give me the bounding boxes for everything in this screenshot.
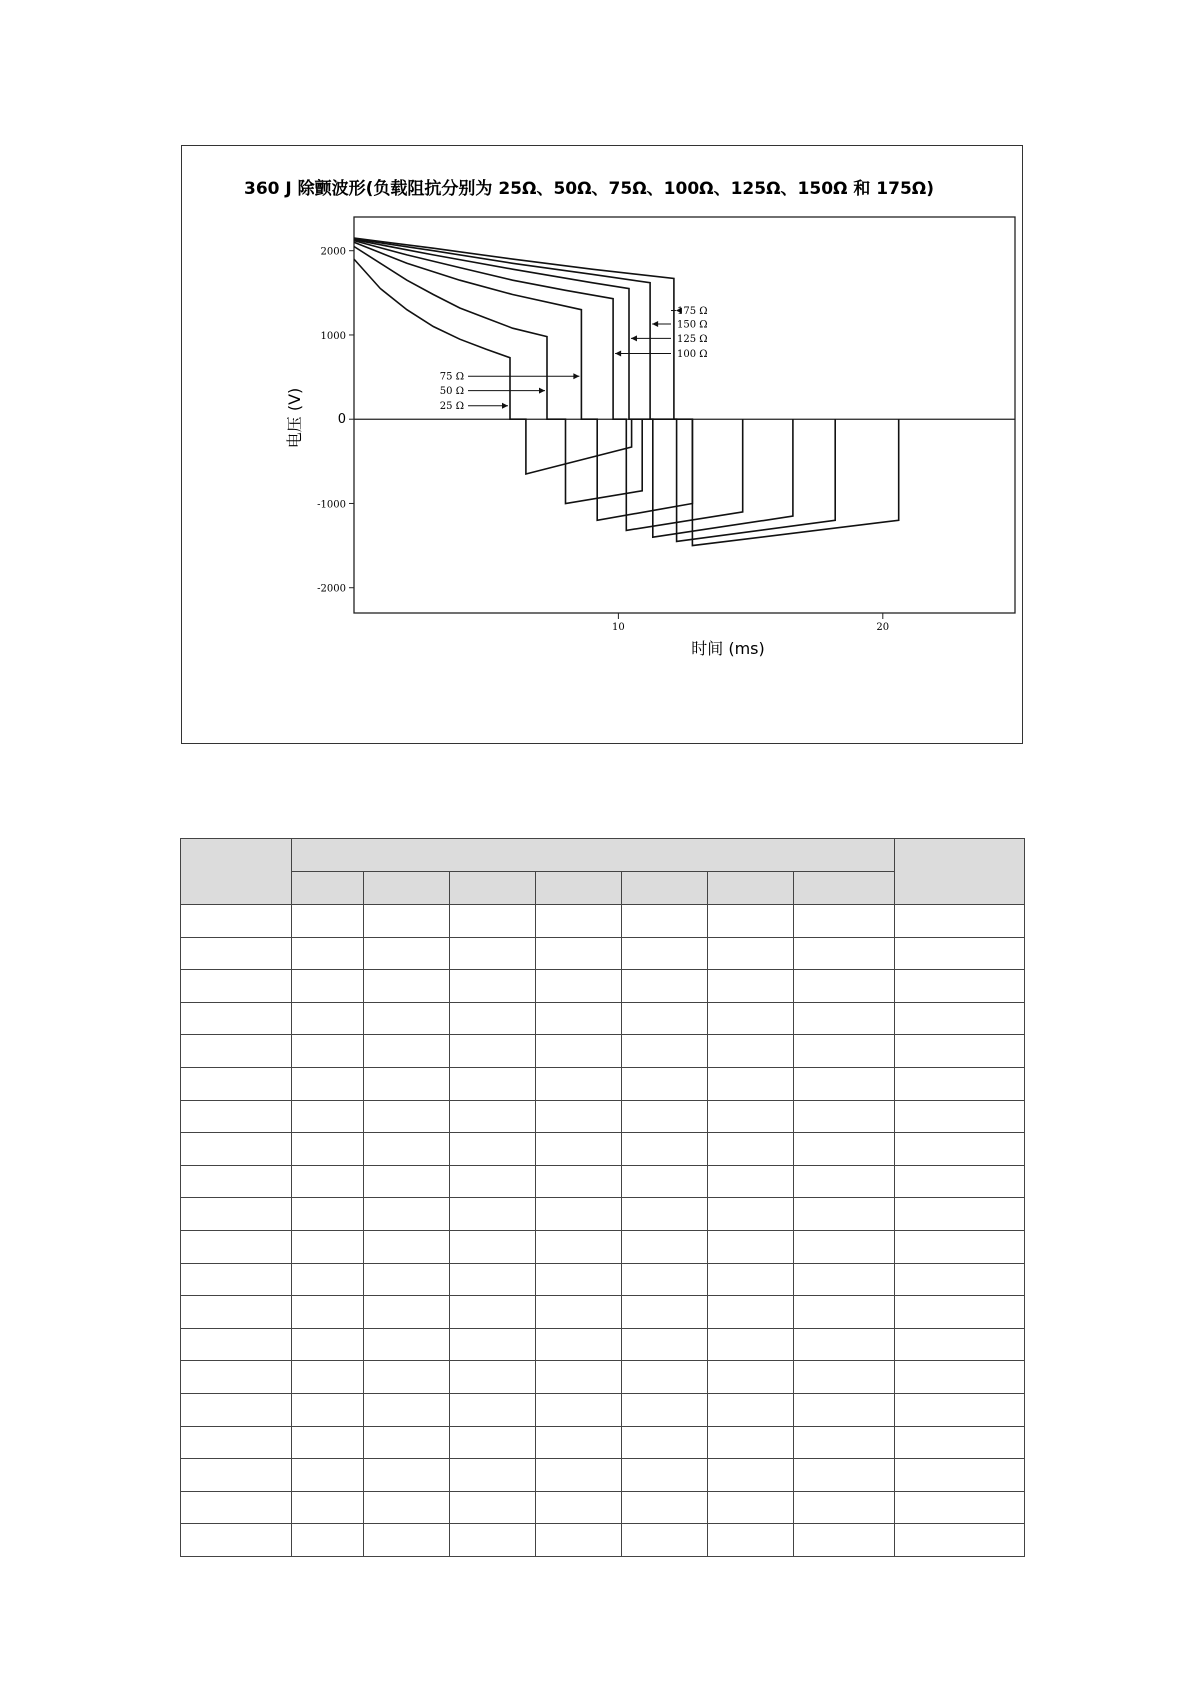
table-cell	[794, 1100, 895, 1133]
table-cell	[292, 937, 364, 970]
table-cell	[895, 1002, 1025, 1035]
table-cell	[622, 1426, 708, 1459]
table-cell	[622, 1296, 708, 1329]
table-cell	[364, 1100, 450, 1133]
table-row	[181, 1198, 1025, 1231]
table-cell	[895, 970, 1025, 1003]
table-cell	[181, 1393, 292, 1426]
table-cell	[794, 1067, 895, 1100]
table-cell	[450, 1393, 536, 1426]
table-row	[181, 905, 1025, 938]
series-line-125-ohm	[354, 240, 793, 538]
series-line-150-ohm	[354, 239, 835, 542]
table-cell	[794, 937, 895, 970]
table-cell	[622, 1133, 708, 1166]
table-cell	[536, 1524, 622, 1557]
table-cell	[536, 937, 622, 970]
table-cell	[895, 1035, 1025, 1068]
table-cell	[622, 937, 708, 970]
table-row	[181, 1296, 1025, 1329]
table-cell	[181, 1263, 292, 1296]
table-row	[181, 970, 1025, 1003]
table-cell	[450, 1491, 536, 1524]
table-cell	[895, 1067, 1025, 1100]
table-cell	[622, 1100, 708, 1133]
header-subcell	[794, 872, 895, 905]
table-cell	[450, 905, 536, 938]
table-cell	[895, 1296, 1025, 1329]
table-cell	[181, 1491, 292, 1524]
header-cell-group	[292, 839, 895, 872]
table-cell	[450, 1328, 536, 1361]
table-cell	[450, 1002, 536, 1035]
table-cell	[181, 1002, 292, 1035]
table-cell	[181, 970, 292, 1003]
annotation-label: 100 Ω	[677, 348, 708, 360]
table-cell	[622, 1165, 708, 1198]
table-cell	[622, 1230, 708, 1263]
series-line-25-ohm	[354, 259, 632, 474]
table-row	[181, 1361, 1025, 1394]
table-row	[181, 1426, 1025, 1459]
table-cell	[794, 905, 895, 938]
table-row	[181, 1035, 1025, 1068]
y-tick-label: -1000	[317, 499, 346, 511]
table-row	[181, 1100, 1025, 1133]
table-cell	[450, 1165, 536, 1198]
table-cell	[895, 1165, 1025, 1198]
table-row	[181, 1165, 1025, 1198]
table-cell	[292, 1296, 364, 1329]
table-cell	[364, 1459, 450, 1492]
table-cell	[181, 1361, 292, 1394]
table-cell	[708, 905, 794, 938]
table-cell	[895, 1263, 1025, 1296]
x-tick-label: 20	[876, 622, 890, 633]
table-cell	[708, 1263, 794, 1296]
y-axis-label: 电压 (V)	[285, 387, 304, 449]
table-cell	[536, 1296, 622, 1329]
table-cell	[895, 1133, 1025, 1166]
table-cell	[794, 1426, 895, 1459]
table-cell	[364, 1067, 450, 1100]
table-cell	[181, 1133, 292, 1166]
table-cell	[292, 1165, 364, 1198]
table-cell	[292, 1035, 364, 1068]
table-cell	[364, 1491, 450, 1524]
table-cell	[794, 1361, 895, 1394]
series-line-100-ohm	[354, 241, 743, 531]
table-cell	[895, 1459, 1025, 1492]
header-subcell	[292, 872, 364, 905]
table-cell	[895, 1426, 1025, 1459]
table-row	[181, 937, 1025, 970]
table-cell	[708, 1133, 794, 1166]
table-cell	[536, 905, 622, 938]
y-tick-label: 2000	[320, 246, 346, 258]
table-cell	[895, 1393, 1025, 1426]
table-cell	[292, 1459, 364, 1492]
annotation-label: 125 Ω	[677, 333, 708, 345]
table-cell	[450, 970, 536, 1003]
table-cell	[895, 1100, 1025, 1133]
table-cell	[536, 1230, 622, 1263]
table-cell	[181, 1426, 292, 1459]
table-cell	[895, 1230, 1025, 1263]
table-row	[181, 1263, 1025, 1296]
table-row	[181, 1067, 1025, 1100]
table-cell	[181, 1100, 292, 1133]
table-cell	[536, 1067, 622, 1100]
table-cell	[794, 1165, 895, 1198]
table-cell	[450, 1035, 536, 1068]
table-cell	[364, 1393, 450, 1426]
plot-area	[354, 217, 1015, 613]
table-cell	[622, 1067, 708, 1100]
table-cell	[292, 1230, 364, 1263]
table-cell	[708, 970, 794, 1003]
table-cell	[708, 1296, 794, 1329]
table-cell	[450, 1361, 536, 1394]
table-cell	[895, 1328, 1025, 1361]
table-cell	[708, 1230, 794, 1263]
header-subcell	[450, 872, 536, 905]
table-cell	[708, 1393, 794, 1426]
table-cell	[536, 1198, 622, 1231]
table-cell	[895, 905, 1025, 938]
table-cell	[364, 1361, 450, 1394]
table-cell	[450, 1296, 536, 1329]
table-cell	[895, 1524, 1025, 1557]
table-cell	[364, 1328, 450, 1361]
table-cell	[708, 1426, 794, 1459]
table-cell	[622, 905, 708, 938]
table-cell	[794, 970, 895, 1003]
table-cell	[708, 1524, 794, 1557]
table-cell	[708, 1459, 794, 1492]
table-cell	[794, 1524, 895, 1557]
data-table	[180, 838, 1025, 1557]
y-tick-label: -2000	[317, 583, 346, 595]
x-axis-label: 时间 (ms)	[691, 639, 765, 658]
table-cell	[292, 1100, 364, 1133]
table-cell	[794, 1393, 895, 1426]
table-cell	[450, 1426, 536, 1459]
table-cell	[364, 905, 450, 938]
header-subcell	[364, 872, 450, 905]
table-cell	[292, 905, 364, 938]
table-cell	[622, 1002, 708, 1035]
table-cell	[794, 1296, 895, 1329]
header-subcell	[536, 872, 622, 905]
table-cell	[450, 1459, 536, 1492]
table-row	[181, 1328, 1025, 1361]
table-cell	[794, 1459, 895, 1492]
table-cell	[536, 1133, 622, 1166]
table-cell	[450, 1067, 536, 1100]
table-cell	[536, 1393, 622, 1426]
table-cell	[364, 970, 450, 1003]
annotation-arrowhead	[539, 388, 545, 394]
table-cell	[794, 1198, 895, 1231]
annotation-label: 175 Ω	[677, 306, 708, 318]
table-row	[181, 1002, 1025, 1035]
table-cell	[622, 1491, 708, 1524]
table-cell	[292, 1133, 364, 1166]
table-cell	[895, 1198, 1025, 1231]
table-cell	[536, 1328, 622, 1361]
table-cell	[450, 1263, 536, 1296]
table-cell	[292, 1328, 364, 1361]
table-cell	[450, 1524, 536, 1557]
table-cell	[536, 1263, 622, 1296]
header-subcell	[708, 872, 794, 905]
table-cell	[794, 1491, 895, 1524]
table-cell	[181, 937, 292, 970]
table-cell	[364, 937, 450, 970]
table-row	[181, 1393, 1025, 1426]
table-cell	[622, 970, 708, 1003]
table-cell	[181, 1230, 292, 1263]
header-subcell	[622, 872, 708, 905]
table-cell	[292, 1002, 364, 1035]
table-cell	[292, 1393, 364, 1426]
table-cell	[895, 1361, 1025, 1394]
table-cell	[708, 1361, 794, 1394]
table-cell	[536, 970, 622, 1003]
table-cell	[364, 1230, 450, 1263]
table-cell	[622, 1524, 708, 1557]
waveform-chart	[182, 146, 1024, 745]
table-cell	[794, 1328, 895, 1361]
table-cell	[181, 1165, 292, 1198]
table-cell	[536, 1491, 622, 1524]
table-cell	[364, 1133, 450, 1166]
table-cell	[536, 1035, 622, 1068]
table-cell	[708, 1100, 794, 1133]
table-cell	[181, 1459, 292, 1492]
table-cell	[292, 970, 364, 1003]
table-cell	[364, 1002, 450, 1035]
table-row	[181, 1524, 1025, 1557]
table-cell	[536, 1459, 622, 1492]
header-cell-corner	[181, 839, 292, 905]
table-cell	[450, 937, 536, 970]
annotation-label: 50 Ω	[439, 386, 464, 398]
table-cell	[622, 1393, 708, 1426]
annotation-arrowhead	[652, 321, 658, 327]
table-cell	[708, 937, 794, 970]
table-cell	[622, 1263, 708, 1296]
table-cell	[708, 1002, 794, 1035]
annotation-label: 75 Ω	[439, 371, 464, 383]
y-tick-label: 1000	[320, 330, 346, 342]
annotation-label: 150 Ω	[677, 319, 708, 331]
table-cell	[794, 1133, 895, 1166]
table-cell	[622, 1198, 708, 1231]
table-cell	[292, 1067, 364, 1100]
table-cell	[622, 1035, 708, 1068]
table-cell	[536, 1100, 622, 1133]
annotation-arrowhead	[615, 350, 621, 356]
table-row	[181, 1230, 1025, 1263]
table-cell	[450, 1100, 536, 1133]
table-cell	[622, 1459, 708, 1492]
table-cell	[181, 1296, 292, 1329]
table-cell	[181, 1198, 292, 1231]
table-cell	[292, 1491, 364, 1524]
table-cell	[450, 1230, 536, 1263]
table-cell	[536, 1426, 622, 1459]
figure-title: 360 J 除颤波形(负载阻抗分别为 25Ω、50Ω、75Ω、100Ω、125Ω、150Ω 和 175Ω)	[244, 179, 935, 199]
annotation-arrowhead	[573, 373, 579, 379]
table-cell	[708, 1165, 794, 1198]
table-cell	[364, 1035, 450, 1068]
y-tick-label: 0	[337, 412, 346, 428]
table-cell	[794, 1230, 895, 1263]
table-row	[181, 1459, 1025, 1492]
table-cell	[622, 1361, 708, 1394]
table-cell	[292, 1361, 364, 1394]
annotation-label: 25 Ω	[439, 401, 464, 413]
table-cell	[292, 1426, 364, 1459]
table-cell	[364, 1426, 450, 1459]
table-cell	[364, 1198, 450, 1231]
table-cell	[895, 937, 1025, 970]
table-cell	[708, 1491, 794, 1524]
table-cell	[794, 1002, 895, 1035]
table-cell	[292, 1524, 364, 1557]
table-cell	[450, 1198, 536, 1231]
table-cell	[536, 1002, 622, 1035]
table-cell	[364, 1296, 450, 1329]
table-row	[181, 1133, 1025, 1166]
table-cell	[364, 1263, 450, 1296]
table-cell	[181, 905, 292, 938]
x-tick-label: 10	[612, 622, 625, 633]
table-cell	[181, 1067, 292, 1100]
header-cell-last	[895, 839, 1025, 905]
series-line-50-ohm	[354, 247, 642, 504]
table-cell	[708, 1198, 794, 1231]
table-cell	[708, 1328, 794, 1361]
annotation-arrowhead	[631, 335, 637, 341]
table-cell	[895, 1491, 1025, 1524]
table-cell	[292, 1263, 364, 1296]
table-cell	[181, 1524, 292, 1557]
table-cell	[292, 1198, 364, 1231]
table-cell	[181, 1035, 292, 1068]
table-cell	[794, 1263, 895, 1296]
figure-frame	[181, 145, 1023, 744]
table-cell	[794, 1035, 895, 1068]
table-cell	[181, 1328, 292, 1361]
table-row	[181, 1491, 1025, 1524]
table-cell	[364, 1524, 450, 1557]
table-cell	[708, 1035, 794, 1068]
table-cell	[536, 1361, 622, 1394]
table-cell	[450, 1133, 536, 1166]
table-cell	[622, 1328, 708, 1361]
table-cell	[536, 1165, 622, 1198]
table-cell	[708, 1067, 794, 1100]
annotation-arrowhead	[502, 403, 508, 409]
table-cell	[364, 1165, 450, 1198]
